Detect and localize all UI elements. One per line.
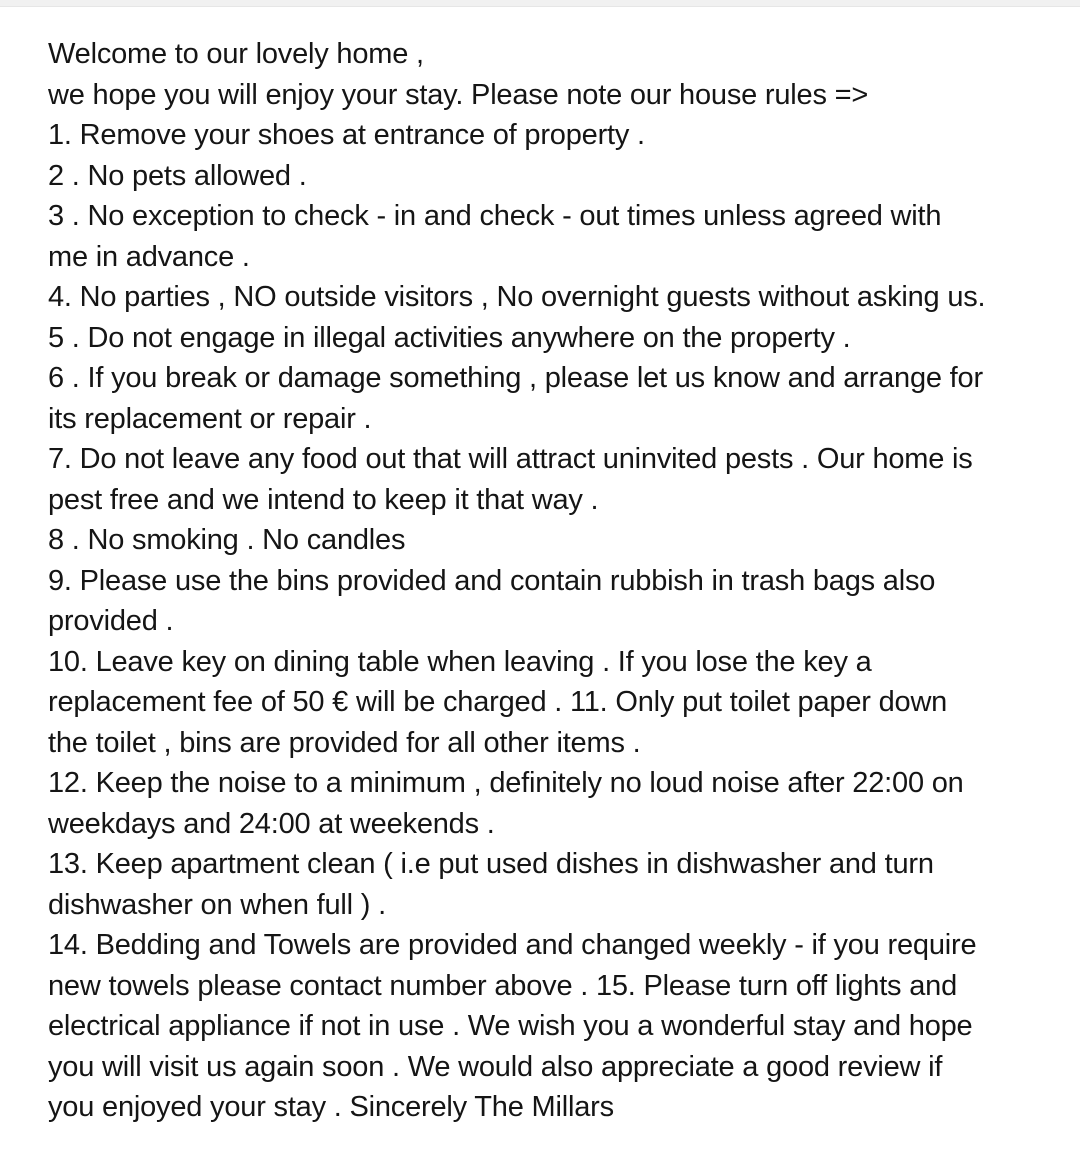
rule-2-line: 2 . No pets allowed . (48, 159, 307, 192)
rule-14-line: 14. Bedding and Towels are provided and changed weekly - if you require (48, 929, 977, 961)
rule-7-line-cont: pest free and we intend to keep it that way . (48, 483, 599, 516)
rule-6-line-cont: its replacement or repair . (48, 402, 372, 435)
rule-3-line-cont: me in advance . (48, 240, 250, 273)
signature-line: you enjoyed your stay . Sincerely The Millars (48, 1091, 614, 1123)
rule-12-line: 12. Keep the noise to a minimum , definitely no loud noise after 22:00 on (48, 767, 964, 799)
rule-12-line-cont: weekdays and 24:00 at weekends . (48, 807, 495, 840)
rule-1-line: 1. Remove your shoes at entrance of property . (48, 119, 645, 151)
rule-11-line-cont: the toilet , bins are provided for all other items . (48, 726, 641, 759)
rule-9-line-cont: provided . (48, 605, 174, 637)
closing-line: you will visit us again soon . We would also appreciate a good review if (48, 1050, 943, 1083)
rule-7-line: 7. Do not leave any food out that will attract uninvited pests . Our home is (48, 443, 973, 475)
rule-6-line: 6 . If you break or damage something , please let us know and arrange for (48, 362, 983, 394)
welcome-line: Welcome to our lovely home , (48, 38, 424, 70)
rule-4-line: 4. No parties , NO outside visitors , No overnight guests without asking us. (48, 281, 986, 313)
rule-15-line-cont: electrical appliance if not in use . We wish you a wonderful stay and hope (48, 1010, 973, 1042)
rule-14-15-line: new towels please contact number above . 15. Please turn off lights and (48, 969, 957, 1002)
rule-13-line: 13. Keep apartment clean ( i.e put used dishes in dishwasher and turn (48, 848, 934, 880)
rule-10-11-line: replacement fee of 50 € will be charged . 11. Only put toilet paper down (48, 686, 948, 718)
rule-13-line-cont: dishwasher on when full ) . (48, 888, 386, 921)
rule-3-line: 3 . No exception to check - in and check - out times unless agreed with (48, 200, 942, 232)
rule-10-line: 10. Leave key on dining table when leaving . If you lose the key a (48, 645, 872, 678)
rule-8-line: 8 . No smoking . No candles (48, 524, 406, 556)
intro-line: we hope you will enjoy your stay. Please note our house rules => (48, 78, 869, 111)
top-divider (0, 0, 1080, 7)
rule-5-line: 5 . Do not engage in illegal activities anywhere on the property . (48, 321, 851, 354)
rule-9-line: 9. Please use the bins provided and contain rubbish in trash bags also (48, 564, 936, 597)
house-rules-text (48, 34, 1068, 1128)
